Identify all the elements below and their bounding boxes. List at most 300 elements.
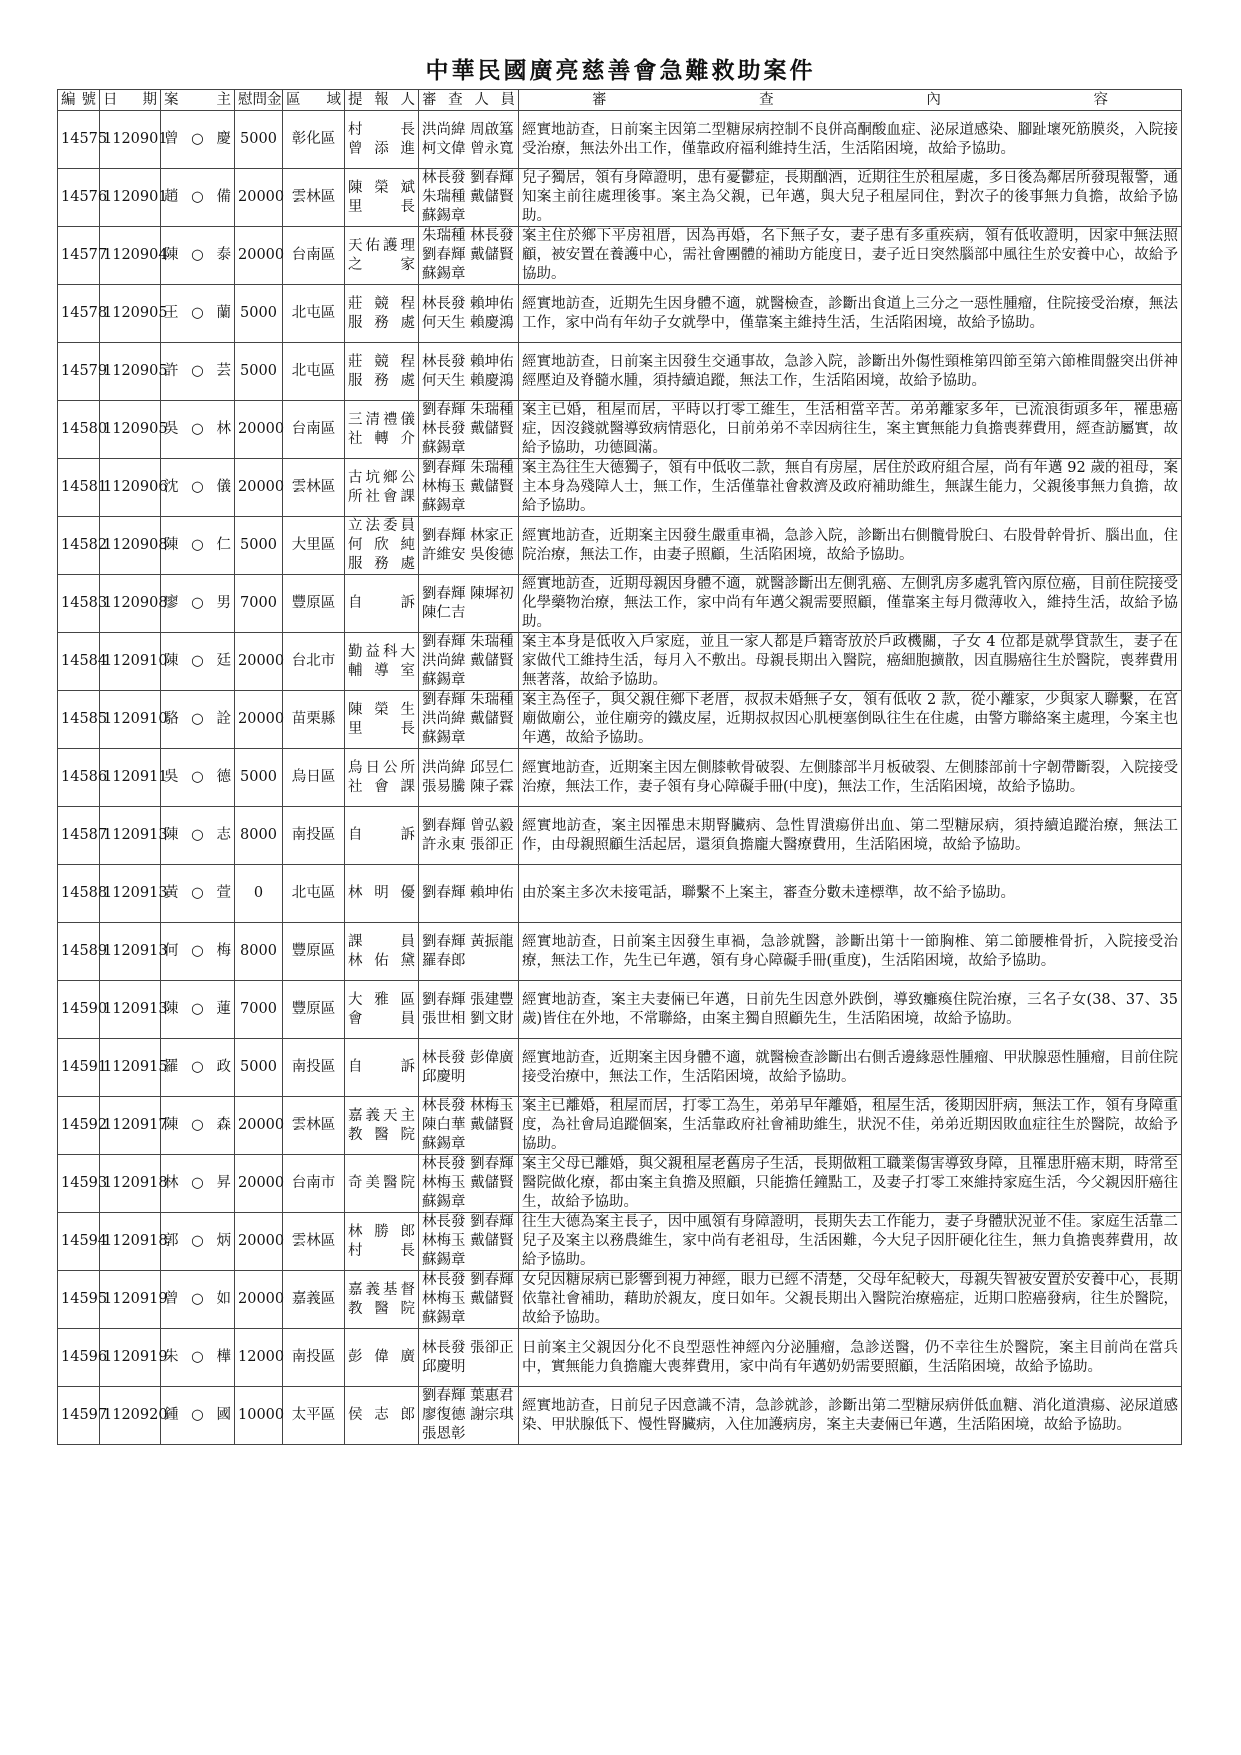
reporter-char: 家 [400,256,415,273]
review-content: 案主為往生大德獨子，領有中低收二款，無自有房屋，居住於政府組合屋，尚有年邁 92 歲的祖母，案主本身為殘障人士，無工作，生活僅靠社會救濟及政府補助維生，無謀生能力，父親後事無力負擔，故給予協助。 [519,459,1182,517]
reporter-line [348,1406,415,1425]
review-content: 往生大德為案主長子，因中風領有身障證明，長期失去工作能力，妻子身體狀況並不佳。家庭生活靠二兒子及案主以務農維生，家中尚有老祖母，生活困難，今大兒子因肝硬化往生，無力負擔喪葬費用，故給予協助。 [519,1213,1182,1271]
reviewer-line: 陳白華 戴儲賢 [422,1117,514,1133]
name-char: 如 [216,1291,231,1307]
name-char: 梅 [216,943,231,959]
reporter-char: 會 [374,778,389,795]
case-date: 1120913 [100,923,161,981]
case-number: 14594 [58,1213,100,1271]
reporter-line [348,411,415,430]
reviewer-line: 林長發 林梅玉 [422,1098,514,1114]
reporter-line [348,121,415,140]
reporter-char: 訴 [400,1059,415,1075]
case-date: 1120919 [100,1329,161,1387]
case-region: 豐原區 [283,575,345,633]
header-char: 提 [348,91,363,108]
reporter-line [348,1107,415,1126]
name-char: 樺 [216,1349,231,1365]
review-content: 案主住於鄉下平房祖厝，因為再婚，名下無子女，妻子患有多重疾病，領有低收證明，因家中無法照顧，被安置在養護中心，需社會團體的補助方能度日，妻子近日突然腦部中風往生於安養中心，故給予協助。 [519,227,1182,285]
reviewer-line: 蘇錫章 [422,1136,466,1152]
case-number: 14577 [58,227,100,285]
table-row [58,343,1182,401]
reporter-char: 科 [383,643,398,660]
reviewers [419,1387,519,1445]
name-char: ○ [191,1233,204,1249]
relief-amount: 20000 [235,459,283,517]
reporter-char: 所 [400,759,415,776]
table-row [58,575,1182,633]
reporter-char: 室 [400,662,415,679]
reviewer-line: 張易騰 陳子霖 [422,778,514,795]
reporter-line [348,237,415,256]
case-number: 14586 [58,749,100,807]
reporter-char: 區 [400,991,415,1008]
name-char: 曾 [164,131,179,147]
name-char: ○ [191,421,204,437]
reviewer-line: 劉春輝 林家正 [422,527,514,544]
reviewer-line: 洪尚緯 戴儲賢 [422,653,514,669]
header-char: 內 [926,91,941,108]
case-region: 雲林區 [283,1213,345,1271]
case-date: 1120908 [100,517,161,575]
case-owner [161,1213,235,1271]
table-row [58,807,1182,865]
case-number: 14592 [58,1097,100,1155]
case-number: 14584 [58,633,100,691]
case-date: 1120905 [100,401,161,459]
reviewer-line: 張恩彰 [422,1426,466,1442]
case-region: 嘉義區 [283,1271,345,1329]
reviewer-line: 蘇錫章 [422,498,466,514]
reporter [345,1329,419,1387]
reporter-char: 天 [348,237,363,254]
reporter-char: 處 [400,556,415,572]
case-number: 14578 [58,285,100,343]
reviewer-line: 廖復德 謝宗琪 [422,1407,514,1423]
reporter-char: 之 [348,256,363,273]
reporter-char: 醫 [383,1175,398,1191]
reporter [345,807,419,865]
case-owner [161,1271,235,1329]
relief-amount: 10000 [235,1387,283,1445]
review-content: 案主父母已離婚，與父親租屋老舊房子生活，長期做粗工職業傷害導致身障，且罹患肝癌末期，時常至醫院做化療，都由案主負擔及照顧，只能擔任鐘點工，及妻子打零工來維持家庭生活，今父親因肝癌往生，故給予協助。 [519,1155,1182,1213]
reporter-line [348,759,415,778]
reporter-char: 彭 [348,1349,363,1365]
relief-amount: 20000 [235,1271,283,1329]
case-region: 北屯區 [283,343,345,401]
name-char: 萱 [216,885,231,901]
table-row [58,865,1182,923]
review-content: 經實地訪查，近期案主因發生嚴重車禍，急診入院，診斷出右側髖骨脫臼、右股骨幹骨折、腦出血，住院治療，無法工作，由妻子照顧，生活陷困境，故給予協助。 [519,517,1182,575]
reporter-char: 清 [365,411,380,428]
name-char: 儀 [216,479,231,495]
reporter-line [348,662,415,681]
review-content: 經實地訪查，近期先生因身體不適，就醫檢查，診斷出食道上三分之一惡性腫瘤，住院接受治療，無法工作，家中尚有年幼子女就學中，僅靠案主維持生活，生活陷困境，故給予協助。 [519,285,1182,343]
table-row [58,1387,1182,1445]
case-region: 豐原區 [283,923,345,981]
reporter-char: 所 [348,488,363,505]
reporter-char: 天 [383,1107,398,1124]
header-char: 慰問金 [238,91,282,108]
reporter [345,691,419,749]
name-char: ○ [191,247,204,263]
reporter-line [348,1058,415,1077]
case-number: 14585 [58,691,100,749]
case-number: 14576 [58,169,100,227]
reviewer-line: 劉春輝 張建豐 [422,991,514,1008]
case-date: 1120905 [100,343,161,401]
name-char: ○ [191,1001,204,1017]
relief-amount: 7000 [235,981,283,1039]
reporter-char: 督 [400,1281,415,1298]
header-char: 人 [400,91,415,108]
table-row [58,111,1182,169]
case-owner-name [164,942,231,961]
name-char: 陳 [164,827,179,843]
relief-amount: 5000 [235,285,283,343]
reviewer-line: 蘇錫章 [422,1194,466,1210]
review-content: 日前案主父親因分化不良型惡性神經內分泌腫瘤，急診送醫，仍不幸往生於醫院，案主目前尚在當兵中，實無能力負擔龐大喪葬費用，家中尚有年邁奶奶需要照顧，生活陷困境，故給予協助。 [519,1329,1182,1387]
reporter-char: 義 [365,1281,380,1298]
reporter-char: 長 [400,198,415,215]
reporter-char: 榮 [374,179,389,196]
header-char: 員 [500,91,515,108]
name-char: 鍾 [164,1407,179,1423]
reviewer-line: 劉春輝 黃振龍 [422,933,514,950]
reporter-char: 介 [400,430,415,447]
case-owner [161,923,235,981]
name-char: ○ [191,1059,204,1075]
reporter-char: 社 [365,488,380,505]
name-char: 郭 [164,1233,179,1249]
name-char: 陳 [164,1117,179,1133]
name-char: 炳 [216,1233,231,1249]
review-content: 由於案主多次未接電話，聯繫不上案主，審查分數未達標準，故不給予協助。 [519,865,1182,923]
name-char: 陳 [164,537,179,553]
case-owner [161,575,235,633]
reporter-line [348,643,415,662]
case-owner-name [164,710,231,729]
table-row [58,633,1182,691]
name-char: 蓮 [216,1001,231,1017]
relief-amount: 20000 [235,1155,283,1213]
table-row [58,691,1182,749]
review-content: 案主已婚，租屋而居，平時以打零工維生，生活相當辛苦。弟弟離家多年，已流浪街頭多年，罹患癌症，因沒錢就醫導致病情惡化，日前弟弟不幸因病往生，案主實無能力負擔喪葬費用，經查訪屬實，故給予協助，功德圓滿。 [519,401,1182,459]
review-content: 兒子獨居，領有身障證明，患有憂鬱症，長期酗酒，近期往生於租屋處，多日後為鄰居所發現報警，通知案主前往處理後事。案主為父親，已年邁，與大兒子租屋同住，對次子的後事無力負擔，故給予協助。 [519,169,1182,227]
name-char: 森 [216,1117,231,1133]
case-date: 1120915 [100,1039,161,1097]
case-owner [161,227,235,285]
name-char: ○ [191,1117,204,1133]
reviewer-line: 劉春輝 曾弘毅 [422,817,514,834]
reporter-line [348,488,415,507]
case-owner-name [164,884,231,903]
reporter-line [348,140,415,159]
reviewers [419,343,519,401]
case-owner [161,169,235,227]
reporter-line [348,826,415,845]
reporter-char: 鄉 [383,469,398,486]
reporter [345,923,419,981]
header-content [519,90,1182,111]
reporter-char: 坑 [365,469,380,486]
reviewer-line: 蘇錫章 [422,1310,466,1326]
reporter-char: 欣 [374,537,389,553]
name-char: ○ [191,479,204,495]
reviewer-line: 劉春輝 朱瑞種 [422,402,514,418]
reporter-line [348,778,415,797]
reporter [345,1271,419,1329]
case-region: 雲林區 [283,1097,345,1155]
case-owner [161,981,235,1039]
reviewer-line: 許永東 張卻正 [422,836,514,853]
reporter-char: 主 [400,1107,415,1124]
reporter [345,749,419,807]
reviewer-line: 蘇錫章 [422,730,466,746]
relief-amount: 8000 [235,923,283,981]
table-row [58,981,1182,1039]
reporter-char: 自 [348,827,363,843]
relief-amount: 20000 [235,1213,283,1271]
review-content: 經實地訪查，近期母親因身體不適，就醫診斷出左側乳癌、左側乳房多處乳管內原位癌，目前住院接受化學藥物治療，無法工作，家中尚有年邁父親需要照顧，僅靠案主每月微薄收入，維持生活，故給予協助。 [519,575,1182,633]
case-number: 14579 [58,343,100,401]
reporter-char: 黛 [400,952,415,969]
review-content: 經實地訪查，日前案主因第二型糖尿病控制不良併高酮酸血症、泌尿道感染、腳趾壞死筋膜炎，入院接受治療，無法外出工作，僅靠政府福利維持生活，生活陷困境，故給予協助。 [519,111,1182,169]
case-owner-name [164,594,231,613]
review-content: 經實地訪查，案主因罹患末期腎臟病、急性胃潰瘍併出血、第二型糖尿病，須持續追蹤治療，無法工作，由母親照顧生活起居，還須負擔龐大醫療費用，生活陷困境，故給予協助。 [519,807,1182,865]
reporter-char: 自 [348,1059,363,1075]
reporter-char: 斌 [400,179,415,196]
reporter-char: 護 [383,237,398,254]
reporter-char: 生 [400,701,415,718]
reviewers [419,865,519,923]
name-char: 志 [216,827,231,843]
reviewers [419,923,519,981]
name-char: 朱 [164,1349,179,1365]
name-char: ○ [191,943,204,959]
header-reporter [345,90,419,111]
reporter-char: 佑 [374,952,389,969]
header-char: 報 [374,91,389,108]
reporter-char: 郎 [400,1223,415,1240]
reviewer-line: 何天生 賴慶鴻 [422,314,514,331]
case-owner-name [164,478,231,497]
name-char: 陳 [164,653,179,669]
name-char: 泰 [216,247,231,263]
reporter-char: 服 [348,314,363,331]
reporter-char: 奇 [348,1175,363,1191]
reporter-line [348,256,415,275]
case-owner [161,633,235,691]
reporter-char: 院 [400,1300,415,1317]
reporter-char: 程 [400,353,415,370]
reporter-char: 院 [400,1175,415,1191]
header-char: 案 [164,91,179,108]
reporter-char: 村 [348,121,363,138]
case-number: 14593 [58,1155,100,1213]
name-char: 王 [164,305,179,321]
reporter-char: 勝 [374,1223,389,1240]
case-owner-name [164,130,231,149]
reporter [345,459,419,517]
case-owner-name [164,304,231,323]
reporter-char: 員 [400,1010,415,1027]
header-char: 編 [61,91,76,108]
reviewer-line: 林長發 賴坤佑 [422,295,514,312]
name-char: 林 [216,421,231,437]
case-region: 北屯區 [283,285,345,343]
name-char: ○ [191,1291,204,1307]
case-owner [161,691,235,749]
name-char: 黃 [164,885,179,901]
reporter-char: 大 [348,991,363,1008]
case-number: 14587 [58,807,100,865]
case-region: 烏日區 [283,749,345,807]
case-region: 大里區 [283,517,345,575]
case-number: 14590 [58,981,100,1039]
table-row [58,1039,1182,1097]
name-char: 何 [164,943,179,959]
reporter-char: 輔 [348,662,363,679]
reporter [345,1213,419,1271]
reporter-char: 處 [400,314,415,331]
reporter-char: 訴 [400,595,415,611]
case-date: 1120918 [100,1213,161,1271]
reporter [345,1155,419,1213]
reporter-char: 社 [348,778,363,795]
reporter-line [348,430,415,449]
reporter-char: 烏 [348,759,363,776]
table-row [58,1155,1182,1213]
reviewer-line: 林長發 賴坤佑 [422,353,514,370]
case-date: 1120901 [100,111,161,169]
reporter-line [348,314,415,333]
case-owner [161,865,235,923]
case-owner [161,285,235,343]
case-date: 1120920 [100,1387,161,1445]
reporter-line [348,1223,415,1242]
case-date: 1120918 [100,1155,161,1213]
case-owner [161,459,235,517]
case-owner [161,401,235,459]
header-char: 區 [286,91,301,108]
reviewer-line: 張世相 劉文財 [422,1010,514,1027]
reviewer-line: 林長發 戴儲賢 [422,421,514,437]
header-char: 主 [216,91,231,108]
name-char: ○ [191,131,204,147]
name-char: ○ [191,885,204,901]
page-title: 中華民國廣亮慈善會急難救助案件 [425,58,816,84]
case-region: 台南市 [283,1155,345,1213]
case-region: 太平區 [283,1387,345,1445]
reporter-char: 義 [365,1107,380,1124]
reporter-char: 三 [348,411,363,428]
reporter-char: 嘉 [348,1107,363,1124]
table-row [58,1097,1182,1155]
reviewer-line: 劉春輝 朱瑞種 [422,692,514,708]
reporter-char: 純 [400,537,415,553]
name-char: 林 [164,1175,179,1191]
header-case-owner [161,90,235,111]
name-char: 詮 [216,711,231,727]
name-char: 駱 [164,711,179,727]
case-number: 14581 [58,459,100,517]
reporter-char: 志 [374,1407,389,1423]
reporter-char: 曾 [348,140,363,157]
reporter-char: 課 [400,778,415,795]
name-char: 廷 [216,653,231,669]
name-char: ○ [191,827,204,843]
reviewers [419,401,519,459]
relief-amount: 20000 [235,169,283,227]
reviewers [419,169,519,227]
reporter-line [348,933,415,952]
case-owner-name [164,768,231,787]
table-body [58,111,1182,1445]
reporter [345,169,419,227]
case-owner [161,1387,235,1445]
reporter-char: 長 [400,1242,415,1259]
reporter [345,517,419,575]
reporter-line [348,517,415,536]
reporter-char: 佑 [365,237,380,254]
table-row [58,1213,1182,1271]
name-char: 吳 [164,421,179,437]
case-date: 1120911 [100,749,161,807]
reporter-char: 林 [348,952,363,969]
reporter-line [348,353,415,372]
reviewer-line: 羅春郎 [422,952,466,969]
reporter-char: 大 [400,643,415,660]
reviewer-line: 林長發 劉春輝 [422,1214,514,1230]
name-char: ○ [191,537,204,553]
table-row [58,1271,1182,1329]
relief-amount: 0 [235,865,283,923]
name-char: 備 [216,189,231,205]
reviewers [419,1039,519,1097]
reporter-line [348,555,415,574]
name-char: 沈 [164,479,179,495]
reporter-char: 院 [400,1126,415,1143]
reporter [345,981,419,1039]
reporter-line [348,179,415,198]
header-char: 審 [422,91,437,108]
name-char: ○ [191,1349,204,1365]
case-owner-name [164,1290,231,1309]
reviewer-line: 林梅玉 戴儲賢 [422,1233,514,1249]
reporter-char: 雅 [374,991,389,1008]
case-owner [161,1097,235,1155]
reporter [345,227,419,285]
name-char: ○ [191,711,204,727]
reporter-char: 務 [374,556,389,572]
relief-amount: 7000 [235,575,283,633]
case-region: 南投區 [283,1039,345,1097]
reporter-char: 林 [348,885,363,901]
name-char: 曾 [164,1291,179,1307]
reviewers [419,575,519,633]
review-content: 經實地訪查，日前案主因發生交通事故，急診入院，診斷出外傷性頸椎第四節至第六節椎間盤突出併神經壓迫及脊髓水腫，須持續追蹤，無法工作，生活陷困境，故給予協助。 [519,343,1182,401]
reviewer-line: 朱瑞種 戴儲賢 [422,189,514,205]
table-row [58,517,1182,575]
reporter-char: 何 [348,537,363,553]
reporter-line [348,295,415,314]
name-char: 政 [216,1059,231,1075]
name-char: 趙 [164,189,179,205]
reporter-char: 進 [400,140,415,157]
name-char: 吳 [164,769,179,785]
reporter [345,1097,419,1155]
